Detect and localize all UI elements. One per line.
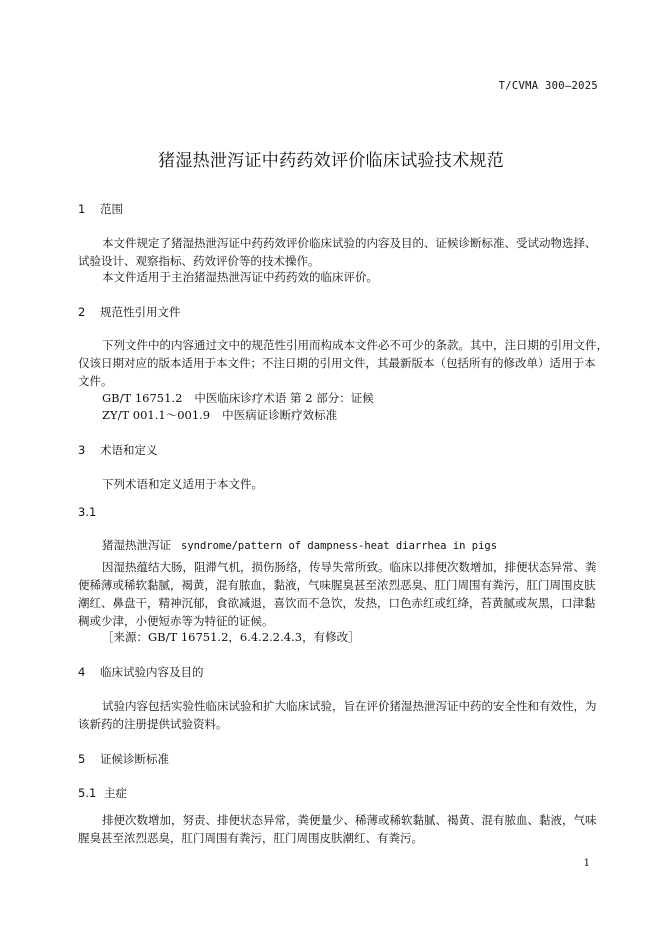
paragraph-line: 下列文件中的内容通过文中的规范性引用而构成本文件必不可少的条款。其中，注日期的引用文件， [102, 338, 608, 352]
section-number: 2 [78, 305, 86, 319]
reference-code: ZY/T 001.1～001.9 [102, 408, 211, 422]
section-title: 术语和定义 [100, 443, 158, 457]
paragraph-line: 试验设计、观察指标、药效评价等的技术操作。 [78, 254, 320, 268]
reference-item [102, 389, 374, 407]
term-chinese: 猪湿热泄泻证 [102, 538, 171, 552]
section-number: 5 [78, 752, 86, 766]
section-3-heading [78, 442, 158, 458]
paragraph-line: 排便次数增加，努责、排便状态异常，粪便量少、稀薄或稀软黏腻、褐黄、混有脓血、黏液，气味 [102, 813, 597, 827]
definition-source: ［来源：GB/T 16751.2，6.4.2.2.4.3，有修改］ [102, 630, 360, 644]
section-title: 证候诊断标准 [100, 752, 169, 766]
paragraph-line: 文件。 [78, 374, 113, 388]
term-english: syndrome/pattern of dampness-heat diarrhea in pigs [181, 540, 498, 552]
section-1-heading [78, 201, 123, 217]
section-title: 规范性引用文件 [100, 305, 181, 319]
paragraph-line: 本文件适用于主治猪湿热泄泻证中药药效的临床评价。 [102, 270, 378, 284]
subsection-number: 5.1 [78, 786, 97, 800]
reference-code: GB/T 16751.2 [102, 391, 183, 405]
document-title: 猪湿热泄泻证中药药效评价临床试验技术规范 [158, 151, 504, 171]
subsection-5-1-heading [78, 785, 127, 801]
paragraph-line: 下列术语和定义适用于本文件。 [102, 477, 263, 491]
section-2-heading [78, 304, 181, 320]
reference-item [102, 406, 337, 424]
definition-line: 潮红、鼻盘干，精神沉郁，食欲减退，喜饮而不急饮，发热，口色赤红或红绛，苔黄腻或灰黑，口津黏 [78, 596, 596, 610]
paragraph-line: 本文件规定了猪湿热泄泻证中药药效评价临床试验的内容及目的、证候诊断标准、受试动物选择、 [102, 236, 597, 250]
section-number: 3 [78, 443, 86, 457]
subsection-title: 主症 [104, 786, 127, 800]
reference-title: 中医病证诊断疗效标准 [222, 408, 338, 422]
section-5-heading [78, 751, 169, 767]
definition-line: 因湿热蕴结大肠，阻滞气机，损伤肠络，传导失常所致。临床以排便次数增加，排便状态异常、粪 [102, 560, 597, 574]
section-4-heading [78, 664, 204, 680]
section-title: 范围 [100, 202, 123, 216]
section-number: 1 [78, 202, 86, 216]
standard-number: T/CVMA 300—2025 [498, 80, 598, 92]
section-number: 4 [78, 665, 86, 679]
paragraph-line: 仅该日期对应的版本适用于本文件；不注日期的引用文件，其最新版本（包括所有的修改单）适用于本 [78, 356, 596, 370]
paragraph-line: 腥臭甚至浓烈恶臭，肛门周围有粪污，肛门周围皮肤潮红、有粪污。 [78, 831, 423, 845]
definition-line: 稠或少津，小便短赤等为特征的证候。 [78, 614, 274, 628]
paragraph-line: 试验内容包括实验性临床试验和扩大临床试验，旨在评价猪湿热泄泻证中药的安全性和有效性，为 [102, 699, 597, 713]
section-title: 临床试验内容及目的 [100, 665, 204, 679]
definition-line: 便稀薄或稀软黏腻，褐黄，混有脓血，黏液，气味腥臭甚至浓烈恶臭、肛门周围有粪污，肛门周围皮肤 [78, 578, 596, 592]
page-number: 1 [583, 858, 590, 869]
term-entry [102, 537, 497, 553]
reference-title: 中医临床诊疗术语 第 2 部分：证候 [194, 391, 374, 405]
paragraph-line: 该新药的注册提供试验资料。 [78, 717, 228, 731]
subsection-3-1-number: 3.1 [78, 505, 97, 519]
